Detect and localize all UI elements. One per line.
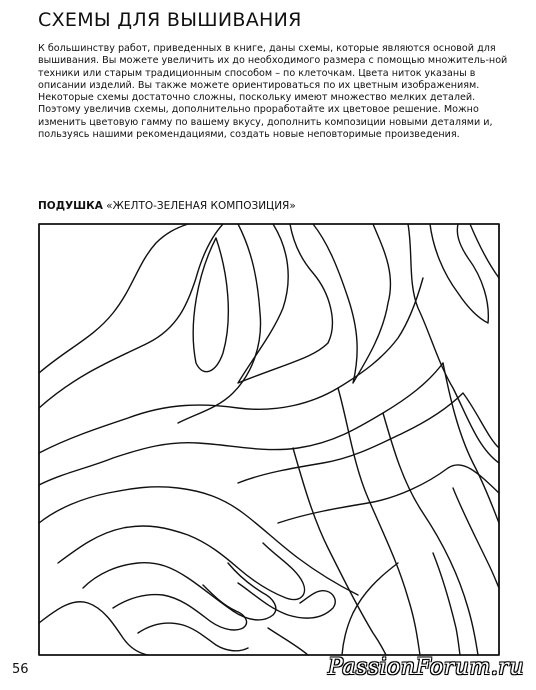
pattern-line (178, 224, 261, 423)
pattern-line (433, 553, 460, 655)
pattern-line (268, 628, 308, 655)
caption-subtitle: «ЖЕЛТО-ЗЕЛЕНАЯ КОМПОЗИЦИЯ» (102, 200, 296, 212)
pattern-contour (39, 602, 148, 655)
pattern-caption (38, 200, 296, 212)
pattern-line (39, 278, 423, 453)
pattern-line (383, 413, 478, 655)
pattern-line (238, 393, 499, 483)
embroidery-pattern (38, 223, 500, 656)
pattern-line (408, 224, 499, 463)
pattern-leaf (193, 238, 228, 372)
intro-paragraph: К большинству работ, приведенных в книге, даны схемы, которые являются основой для вышивания. Вы можете увеличить их до необходимого размера с помощью множитель-ной техники или старым традиционным способом – по клеточкам. Цвета ниток указаны в описании изделий. Вы также можете ориентироваться по их цветным изображениям. Некоторые схемы достаточно сложны, поскольку имеют множество мелких деталей. Поэтому увеличив схемы, дополнительно проработайте их цветовое решение. Можно изменить цветовую гамму по вашему вкусу, дополнить композиции новыми деталями и, пользуясь нашими рекомендациями, создать новые неповторимые произведения. (38, 43, 508, 141)
pattern-contour (238, 583, 335, 618)
pattern-contour (83, 563, 276, 620)
page-number: 56 (12, 662, 29, 677)
caption-title: ПОДУШКА (38, 200, 103, 212)
pattern-line (342, 563, 398, 655)
pattern-line (338, 388, 420, 655)
pattern-contour (58, 526, 304, 600)
pattern-line (39, 224, 223, 408)
page-heading: СХЕМЫ ДЛЯ ВЫШИВАНИЯ (38, 9, 302, 31)
pattern-line (39, 224, 188, 373)
pattern-contour (113, 585, 247, 630)
pattern-line (293, 448, 386, 655)
pattern-line (453, 488, 499, 588)
watermark: PassionForum.ru (328, 655, 524, 680)
pattern-line (470, 224, 499, 278)
pattern-line (238, 224, 332, 383)
pattern-line (430, 224, 488, 323)
pattern-line (443, 363, 499, 523)
pattern-line (278, 465, 499, 523)
pattern-contour (138, 623, 248, 651)
